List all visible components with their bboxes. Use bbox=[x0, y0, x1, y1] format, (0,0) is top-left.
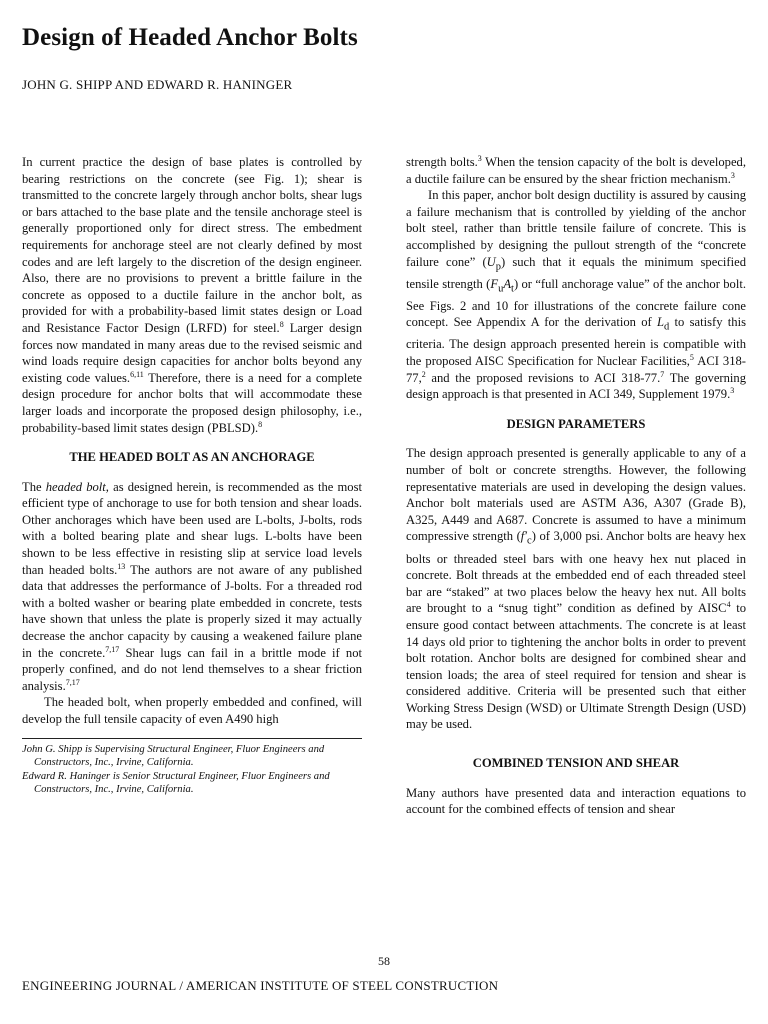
text-run: Therefore, there is a need for a complete design procedure for anchor bolts that will accommodate these larger loads and incorporate the proposed design philosophy, i.e., probability-based limit states design (PBLSD). bbox=[22, 370, 362, 435]
citation-ref: 7,17 bbox=[65, 677, 80, 687]
text-run: When the tension capacity of the bolt is developed, a ductile failure can be ensured by the shear friction mechanism. bbox=[406, 155, 746, 186]
page-number: 58 bbox=[378, 954, 390, 968]
left-column bbox=[22, 154, 362, 797]
text-run: The authors are not aware of any published data that addresses the performance of J-bolts. For a threaded rod with a bolted washer or bearing plate embedded in concrete, tests have shown that unless the plate is properly sized it may actually decrease the anchor capacity by causing a weakened failure plane in the concrete. bbox=[22, 562, 362, 660]
math-subscript: d bbox=[664, 321, 670, 333]
text-run: Larger design forces now mandated in many areas due to the revised seismic and wind loads require design capacities for anchor bolts beyond any existing code values. bbox=[22, 320, 362, 385]
math-variable: f′ bbox=[520, 529, 528, 544]
footnote-haninger: Edward R. Haninger is Senior Structural Engineer, Fluor Engineers and Constructors, Inc., Irvine, California. bbox=[22, 770, 330, 796]
citation-ref: 7,17 bbox=[105, 644, 120, 654]
section-heading-headed-bolt: THE HEADED BOLT AS AN ANCHORAGE bbox=[69, 450, 315, 465]
footnote-shipp: John G. Shipp is Supervising Structural Engineer, Fluor Engineers and Constructors, Inc., Irvine, California. bbox=[22, 743, 325, 769]
citation-ref: 7 bbox=[660, 369, 665, 379]
right-column bbox=[406, 154, 746, 818]
citation-ref: 4 bbox=[726, 600, 731, 610]
math-subscript: u bbox=[498, 283, 504, 295]
citation-ref: 6,11 bbox=[130, 369, 144, 379]
text-run: The design approach presented is generally applicable to any of a number of bolt or concrete strengths. However, the following representative materials are used in developing the design values. Anchor bolt materials used are ASTM A36, A307 (Grade B), A325, A449 and A687. Concrete is assumed to have a minimum compressive strength ( bbox=[406, 446, 746, 544]
citation-ref: 8 bbox=[258, 419, 263, 429]
citation-ref: 3 bbox=[730, 170, 735, 180]
section-heading-combined-tension-shear: COMBINED TENSION AND SHEAR bbox=[472, 756, 680, 771]
math-subscript: c bbox=[527, 535, 532, 547]
headed-bolt-continuation: The headed bolt, when properly embedded and confined, will develop the full tensile capacity of even A490 high bbox=[22, 695, 362, 726]
text-run: The bbox=[22, 479, 46, 494]
text-run: In current practice the design of base plates is controlled by bearing restrictions on the concrete (see Fig. 1); shear is transmitted to the concrete largely through anchor bolts, shear lugs or bars attached to the base plate and the tensile anchorage steel is generally proportioned only for direct stress. The embedment requirements for anchorage steel are not clearly defined by most codes and are left largely to the discretion of the design engineer. Also, there are no provisions to prevent a brittle failure in the concrete as opposed to a ductile failure in the anchor bolt, as provided for with a probability-based limit states design or Load and Resistance Factor Design (LRFD) for steel. bbox=[22, 155, 362, 335]
citation-ref: 3 bbox=[730, 386, 735, 396]
citation-ref: 5 bbox=[689, 352, 694, 362]
citation-ref: 8 bbox=[279, 319, 284, 329]
combined-tension-paragraph: Many authors have presented data and interaction equations to account for the combined effects of tension and shear bbox=[406, 785, 746, 817]
citation-ref: 3 bbox=[477, 153, 482, 163]
design-parameters-paragraph bbox=[406, 445, 746, 733]
author-footnotes bbox=[22, 738, 362, 797]
text-run: ) of 3,000 psi. Anchor bolts are heavy hex bolts or threaded steel bars with one heavy hex nut placed in concrete. Bolt threads at the embedded end of each threaded steel bar are “staked” at two places below the heavy hex nut. All bolts are brought to a “snug tight” condition as defined by AISC bbox=[406, 529, 747, 616]
text-run: strength bolts. bbox=[406, 155, 478, 169]
journal-footer: ENGINEERING JOURNAL / AMERICAN INSTITUTE OF STEEL CONSTRUCTION bbox=[22, 978, 499, 993]
math-subscript: t bbox=[511, 283, 514, 295]
text-run: ) or “full anchorage value” of the anchor bolt. See Figs. 2 and 10 for illustrations of the concrete failure cone concept. See Appendix A for the derivation of bbox=[406, 276, 746, 330]
text-run: to ensure good contact between attachments. The concrete is at least 14 days old prior to tightening the anchor bolts in order to prevent bolt rotation. Anchor bolts are designed for combined shear and tension loads; the area of steel required for tension and shear is considered additive. Criteria will be presented such that either Working Stress Design (WSD) or Ultimate Strength Design (USD) may be used. bbox=[406, 601, 746, 732]
emphasis-term: headed bolt, bbox=[45, 479, 109, 494]
text-run: Shear lugs can fail in a brittle mode if not properly confined, and do not lend themselves to a shear friction analysis. bbox=[22, 645, 362, 693]
text-run: to satisfy this criteria. The design approach presented herein is compatible with the proposed AISC Specification for Nuclear Facilities, bbox=[406, 315, 746, 369]
math-variable: L bbox=[657, 315, 665, 330]
math-variable: A bbox=[503, 276, 512, 291]
headed-bolt-paragraph bbox=[22, 479, 362, 695]
text-run: and the proposed revisions to ACI 318-77. bbox=[425, 370, 661, 385]
intro-paragraph bbox=[22, 154, 362, 436]
ductility-paragraph bbox=[406, 187, 746, 403]
text-run: In this paper, anchor bolt design ductility is assured by causing a failure mechanism that is controlled by yielding of the anchor bolt steel, rather than brittle tensile failure of concrete. This is accomplished by designing the pullout strength of the “concrete failure cone” ( bbox=[406, 188, 746, 269]
text-run: ) such that it equals the minimum specified tensile strength ( bbox=[406, 254, 746, 291]
text-run: as designed herein, is recommended as the most efficient type of anchorage to use for both tension and shear loads. Other anchorages which have been used are L-bolts, J-bolts, rods with a bolted bearing plate and shear lugs. L-bolts have been shown to be less effective in resisting slip at service load levels than headed bolts. bbox=[22, 479, 362, 577]
authors-line: JOHN G. SHIPP AND EDWARD R. HANINGER bbox=[22, 77, 293, 92]
math-subscript: p bbox=[495, 261, 502, 273]
section-heading-design-parameters: DESIGN PARAMETERS bbox=[506, 416, 646, 431]
paper-title: Design of Headed Anchor Bolts bbox=[22, 24, 358, 51]
text-run: The governing design approach is that presented in ACI 349, Supplement 1979. bbox=[406, 370, 746, 402]
math-variable: U bbox=[486, 254, 496, 269]
math-variable: F bbox=[490, 276, 499, 291]
text-run: ACI 318-77, bbox=[406, 354, 746, 385]
citation-ref: 2 bbox=[421, 369, 426, 379]
citation-ref: 13 bbox=[117, 561, 126, 571]
strength-bolts-paragraph bbox=[406, 154, 746, 187]
